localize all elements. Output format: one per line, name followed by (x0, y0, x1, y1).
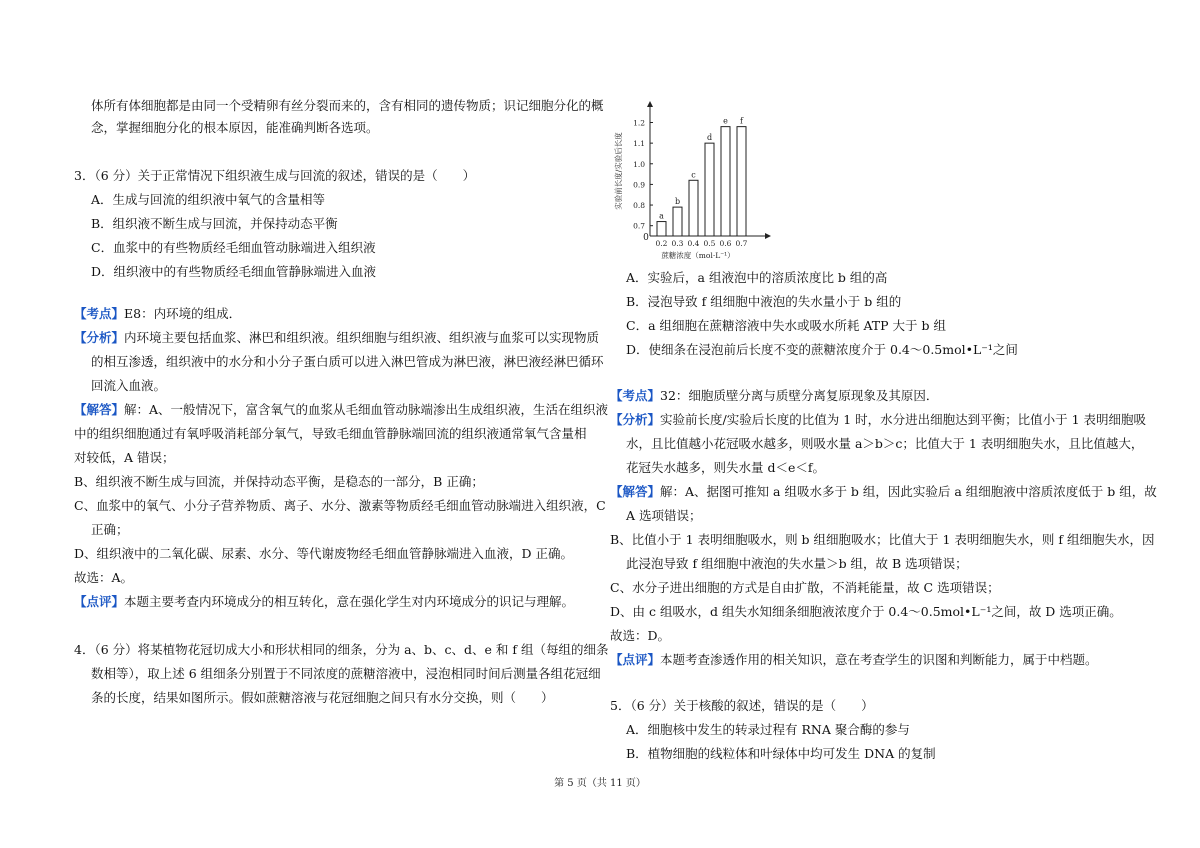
bar-label: d (706, 133, 713, 143)
x-tick-label: 0.2 (655, 239, 668, 248)
q3-option-a: A．生成与回流的组织液中氧气的含量相等 (91, 192, 326, 207)
q4-jieda (610, 484, 1157, 500)
dianping-tag: 【点评】 (74, 594, 125, 609)
kaodian-text: 32：细胞质壁分离与质壁分离复原现象及其原因． (660, 388, 939, 403)
jieda-tag: 【解答】 (74, 402, 125, 417)
page-footer: 第 5 页（共 11 页） (554, 778, 646, 789)
text-line: 念，掌握细胞分化的根本原因，能准确判断各选项。 (91, 120, 379, 135)
bar-chart (612, 98, 772, 268)
q4-dianping (610, 652, 1098, 668)
jieda-text: 解：A、据图可推知 a 组吸水多于 b 组，因此实验后 a 组细胞液中溶质浓度低于 b 组，故 (660, 484, 1157, 499)
y-tick-label: 0.8 (633, 201, 645, 211)
text-line: D、由 c 组吸水，d 组失水知细条细胞液浓度介于 0.4～0.5mol•L⁻¹之间，故 D 选项正确。 (610, 604, 1122, 619)
x-tick-label: 0.3 (671, 239, 684, 248)
q3-option-c: C．血浆中的有些物质经毛细血管动脉端进入组织液 (91, 240, 376, 255)
text-line: 水，且比值越小花冠吸水越多，则吸水量 a＞b＞c；比值大于 1 表明细胞失水，且比值越大， (626, 436, 1144, 451)
text-line: 此浸泡导致 f 组细胞中液泡的失水量＞b 组，故 B 选项错误； (626, 556, 968, 571)
y-tick-label: 1.0 (633, 159, 645, 169)
text-line: 回流入血液。 (91, 378, 167, 393)
q4-option-b: B．浸泡导致 f 组细胞中液泡的失水量小于 b 组的 (626, 294, 902, 309)
q3-dianping (74, 594, 574, 610)
q3-jieda (74, 402, 608, 418)
bar-label: c (691, 170, 696, 180)
q4-option-c: C．a 组细胞在蔗糖溶液中失水或吸水所耗 ATP 大于 b 组 (626, 318, 946, 333)
jieda-text: 解：A、一般情况下，富含氧气的血浆从毛细血管动脉端渗出生成组织液，生活在组织液 (124, 402, 609, 417)
y-tick-label: 0.9 (633, 180, 645, 190)
bar-b (673, 207, 682, 236)
y-axis-arrow (647, 101, 653, 107)
bar-label: b (674, 197, 681, 207)
q3-option-d: D．组织液中的有些物质经毛细血管静脉端进入血液 (91, 264, 377, 279)
q3-kaodian (74, 306, 241, 322)
q5-option-a: A．细胞核中发生的转录过程有 RNA 聚合酶的参与 (626, 722, 910, 737)
x-tick-label: 0.4 (687, 239, 700, 248)
q4-option-a: A．实验后，a 组液泡中的溶质浓度比 b 组的高 (626, 270, 888, 285)
fenxi-text: 实验前长度/实验后长度的比值为 1 时，水分进出细胞达到平衡；比值小于 1 表明细胞吸 (660, 412, 1147, 427)
q3-fenxi (74, 330, 599, 346)
fenxi-text: 内环境主要包括血浆、淋巴和组织液。组织细胞与组织液、组织液与血浆可以实现物质 (124, 330, 600, 345)
text-line: 条的长度，结果如图所示。假如蔗糖溶液与花冠细胞之间只有水分交换，则（ ） (91, 690, 554, 705)
x-axis-arrow (765, 233, 771, 239)
text-line: D、组织液中的二氧化碳、尿素、水分、等代谢废物经毛细血管静脉端进入血液，D 正确。 (74, 546, 574, 561)
text-line: 故选：A。 (74, 570, 134, 585)
text-line: B、比值小于 1 表明细胞吸水，则 b 组细胞吸水；比值大于 1 表明细胞失水，则 f 组细胞失水，因 (610, 532, 1155, 547)
q3-option-b: B．组织液不断生成与回流，并保持动态平衡 (91, 216, 338, 231)
text-line: 中的组织细胞通过有氧呼吸消耗部分氧气，导致毛细血管静脉端回流的组织液通常氧气含量相 (74, 426, 587, 441)
question-5-stem: 5．（6 分）关于核酸的叙述，错误的是（ ） (610, 698, 874, 713)
question-3-stem: 3．（6 分）关于正常情况下组织液生成与回流的叙述，错误的是（ ） (74, 168, 476, 183)
x-axis-label: 蔗糖浓度（mol·L⁻¹） (661, 251, 735, 260)
text-line: 对较低，A 错误； (74, 450, 175, 465)
jieda-tag: 【解答】 (610, 484, 661, 499)
text-line: B、组织液不断生成与回流，并保持动态平衡，是稳态的一部分，B 正确； (74, 474, 484, 489)
text-line: C、水分子进出细胞的方式是自由扩散，不消耗能量，故 C 选项错误； (610, 580, 1000, 595)
text-line: 花冠失水越多，则失水量 d＜e＜f。 (626, 460, 825, 475)
kaodian-tag: 【考点】 (74, 306, 125, 321)
x-tick-label: 0.5 (703, 239, 716, 248)
x-tick-label: 0.6 (719, 239, 732, 248)
y-tick-label: 1.1 (633, 139, 645, 149)
bar-label: f (740, 116, 743, 126)
chart-svg (612, 98, 772, 268)
text-line: 数相等），取上述 6 组细条分别置于不同浓度的蔗糖溶液中，浸泡相同时间后测量各组花冠细 (91, 666, 601, 681)
bar-c (689, 180, 698, 236)
x-tick-label: 0.7 (735, 239, 748, 248)
fenxi-tag: 【分析】 (610, 412, 661, 427)
q4-option-d: D．使细条在浸泡前后长度不变的蔗糖浓度介于 0.4～0.5mol•L⁻¹之间 (626, 342, 1018, 357)
origin-mark: 0 (643, 233, 649, 243)
bar-label: e (723, 116, 728, 126)
bar-a (657, 222, 666, 236)
text-line: 故选：D。 (610, 628, 671, 643)
bar-label: a (659, 211, 664, 221)
text-line: 体所有体细胞都是由同一个受精卵有丝分裂而来的，含有相同的遗传物质；识记细胞分化的概 (91, 98, 604, 113)
bar-f (737, 127, 746, 236)
q4-fenxi (610, 412, 1146, 428)
dianping-text: 本题考查渗透作用的相关知识，意在考查学生的识图和判断能力，属于中档题。 (660, 652, 1098, 667)
bar-d (705, 143, 714, 236)
text-line: C、血浆中的氧气、小分子营养物质、离子、水分、激素等物质经毛细血管动脉端进入组织液，C (74, 498, 606, 513)
y-tick-label: 1.2 (633, 118, 645, 128)
text-line: A 选项错误； (626, 508, 702, 523)
question-4-stem: 4．（6 分）将某植物花冠切成大小和形状相同的细条，分为 a、b、c、d、e 和 f 组（每组的细条 (74, 642, 609, 657)
fenxi-tag: 【分析】 (74, 330, 125, 345)
text-line: 的相互渗透，组织液中的水分和小分子蛋白质可以进入淋巴管成为淋巴液，淋巴液经淋巴循环 (91, 354, 604, 369)
text-line: 正确； (91, 522, 129, 537)
y-tick-label: 0.7 (633, 221, 645, 231)
dianping-tag: 【点评】 (610, 652, 661, 667)
kaodian-tag: 【考点】 (610, 388, 661, 403)
kaodian-text: E8：内环境的组成． (124, 306, 242, 321)
bar-e (721, 127, 730, 236)
q4-kaodian (610, 388, 938, 404)
dianping-text: 本题主要考查内环境成分的相互转化，意在强化学生对内环境成分的识记与理解。 (124, 594, 575, 609)
y-axis-label: 实验前长度/实验后长度 (614, 132, 623, 210)
q5-option-b: B．植物细胞的线粒体和叶绿体中均可发生 DNA 的复制 (626, 746, 936, 761)
